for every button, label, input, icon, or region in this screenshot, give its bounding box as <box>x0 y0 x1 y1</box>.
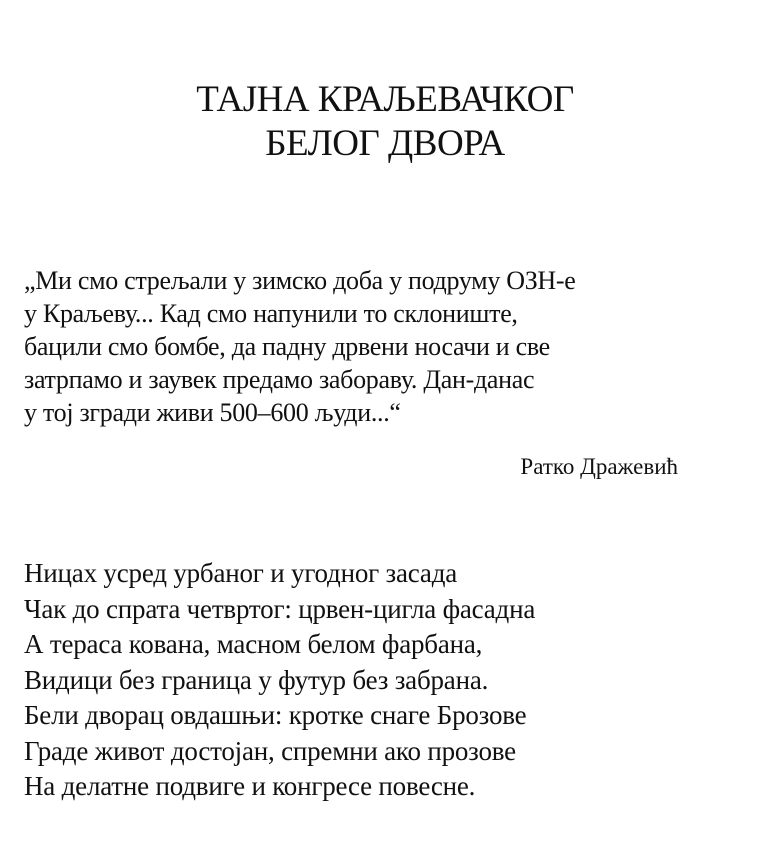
title-line-1: ТАЈНА КРАЉЕВАЧКОГ <box>196 79 574 120</box>
epigraph-line-2: у Краљеву... Кад смо напунили то склониште, <box>24 299 518 328</box>
epigraph-line-1: „Ми смо стрељали у зимско доба у подруму ОЗН-е <box>24 266 576 295</box>
poem-line-3: А тераса кована, масном белом фарбана, <box>24 629 483 659</box>
epigraph-author: Ратко Дражевић <box>520 454 678 479</box>
page-title <box>0 78 770 166</box>
poem-stanza <box>24 556 535 805</box>
poem-line-1: Ницах усред урбаног и угодног засада <box>24 558 458 588</box>
poem-line-7: На делатне подвиге и конгресе повесне. <box>24 771 476 801</box>
epigraph-line-5: у тој згради живи 500–600 људи...“ <box>24 398 401 427</box>
poem-line-2: Чак до спрата четвртог: црвен-цигла фасадна <box>24 593 536 624</box>
poem-line-5: Бели дворац овдашњи: кротке снаге Брозове <box>24 700 527 730</box>
poem-line-4: Видици без граница у футур без забрана. <box>24 664 489 695</box>
epigraph-line-3: бацили смо бомбе, да падну дрвени носачи и све <box>24 332 550 361</box>
epigraph-line-4: затрпамо и заувек предамо забораву. Дан-данас <box>24 365 535 394</box>
epigraph-quote <box>24 264 576 429</box>
title-line-2: БЕЛОГ ДВОРА <box>265 123 505 164</box>
poem-line-6: Граде живот достојан, спремни ако прозове <box>24 735 516 766</box>
